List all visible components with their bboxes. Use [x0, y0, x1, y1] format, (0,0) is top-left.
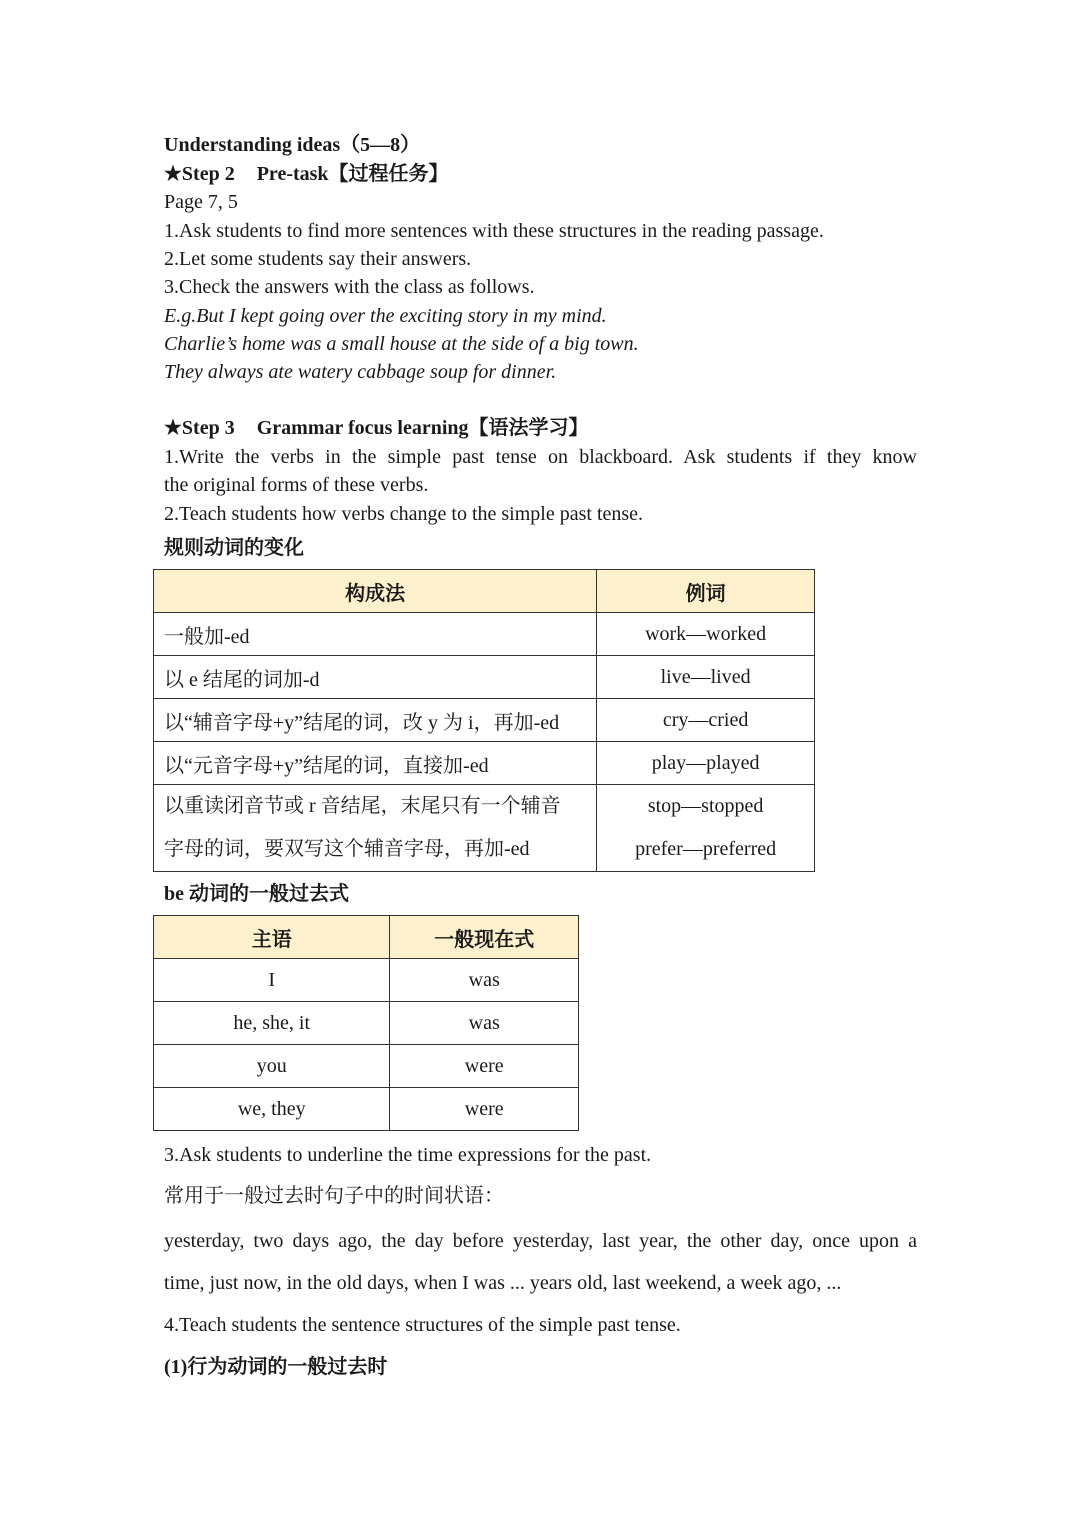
- form-cell: were: [390, 1088, 579, 1131]
- be-verbs-table: [153, 915, 579, 1131]
- step2-item: 3.Check the answers with the class as follows.: [164, 276, 535, 298]
- item4: 4.Teach students the sentence structures of the simple past tense.: [164, 1314, 681, 1336]
- step3-item2: 2.Teach students how verbs change to the simple past tense.: [164, 503, 644, 525]
- example-cell: work—worked: [597, 613, 815, 656]
- item3: 3.Ask students to underline the time expressions for the past.: [164, 1144, 652, 1166]
- example-cell: live—lived: [597, 656, 815, 699]
- step2-item: 1.Ask students to find more sentences with these structures in the reading passage.: [164, 220, 824, 242]
- time-expressions-title: 常用于一般过去时句子中的时间状语：: [164, 1185, 504, 1207]
- step2-heading: [164, 160, 449, 188]
- step2-label: ★Step 2: [164, 163, 235, 185]
- table-row: [154, 1088, 579, 1131]
- table-header: 一般现在式: [390, 916, 579, 959]
- example-sentence: They always ate watery cabbage soup for dinner.: [164, 361, 557, 383]
- step3-item1-line1: 1.Write the verbs in the simple past tense on blackboard. Ask students if they know: [164, 446, 917, 468]
- rule-line: 字母的词，要双写这个辅音字母，再加-ed: [164, 838, 530, 860]
- step3-label: ★Step 3: [164, 417, 235, 439]
- table-header-row: [154, 916, 579, 959]
- rule-cell: 以 e 结尾的词加-d: [154, 656, 597, 699]
- rule-cell: 以“辅音字母+y”结尾的词，改 y 为 i，再加-ed: [154, 699, 597, 742]
- step3-item1-line2: the original forms of these verbs.: [164, 474, 429, 496]
- regular-verbs-table: [153, 569, 815, 872]
- table-row: [154, 613, 815, 656]
- table-header: 例词: [597, 570, 815, 613]
- form-cell: was: [390, 1002, 579, 1045]
- example-sentence: E.g.But I kept going over the exciting story in my mind.: [164, 305, 607, 327]
- step2-title: Pre-task【过程任务】: [256, 163, 449, 185]
- example-line: stop—stopped: [647, 795, 764, 817]
- example-cell: [597, 785, 815, 872]
- table-header: 主语: [154, 916, 390, 959]
- rule-cell: [154, 785, 597, 872]
- example-line: prefer—preferred: [635, 838, 777, 860]
- form-cell: was: [390, 959, 579, 1002]
- rule-cell: 一般加-ed: [154, 613, 597, 656]
- rule-cell: 以“元音字母+y”结尾的词，直接加-ed: [154, 742, 597, 785]
- subject-cell: I: [154, 959, 390, 1002]
- table-row: [154, 742, 815, 785]
- table-row: [154, 656, 815, 699]
- subject-cell: we, they: [154, 1088, 390, 1131]
- step2-item: 2.Let some students say their answers.: [164, 248, 472, 270]
- step3-title: Grammar focus learning【语法学习】: [256, 417, 589, 439]
- table-row: [154, 699, 815, 742]
- step3-heading: [164, 414, 589, 442]
- subject-cell: he, she, it: [154, 1002, 390, 1045]
- subject-cell: you: [154, 1045, 390, 1088]
- table-row: [154, 959, 579, 1002]
- section-heading: Understanding ideas（5—8）: [164, 134, 421, 156]
- subheading-1: (1)行为动词的一般过去时: [164, 1356, 388, 1378]
- table-row: [154, 1045, 579, 1088]
- example-cell: cry—cried: [597, 699, 815, 742]
- form-cell: were: [390, 1045, 579, 1088]
- table-header: 构成法: [154, 570, 597, 613]
- table-row: [154, 785, 815, 872]
- rule-line: 以重读闭音节或 r 音结尾，末尾只有一个辅音: [164, 795, 561, 817]
- time-expressions-line1: yesterday, two days ago, the day before yesterday, last year, the other day, once upon a: [164, 1230, 917, 1252]
- table-header-row: [154, 570, 815, 613]
- regular-verbs-title: 规则动词的变化: [164, 537, 304, 559]
- example-cell: play—played: [597, 742, 815, 785]
- be-verbs-title: be 动词的一般过去式: [164, 883, 349, 905]
- table-row: [154, 1002, 579, 1045]
- page-ref: Page 7, 5: [164, 191, 238, 213]
- example-sentence: Charlie’s home was a small house at the side of a big town.: [164, 333, 639, 355]
- time-expressions-line2: time, just now, in the old days, when I was ... years old, last weekend, a week ago, ...: [164, 1272, 842, 1294]
